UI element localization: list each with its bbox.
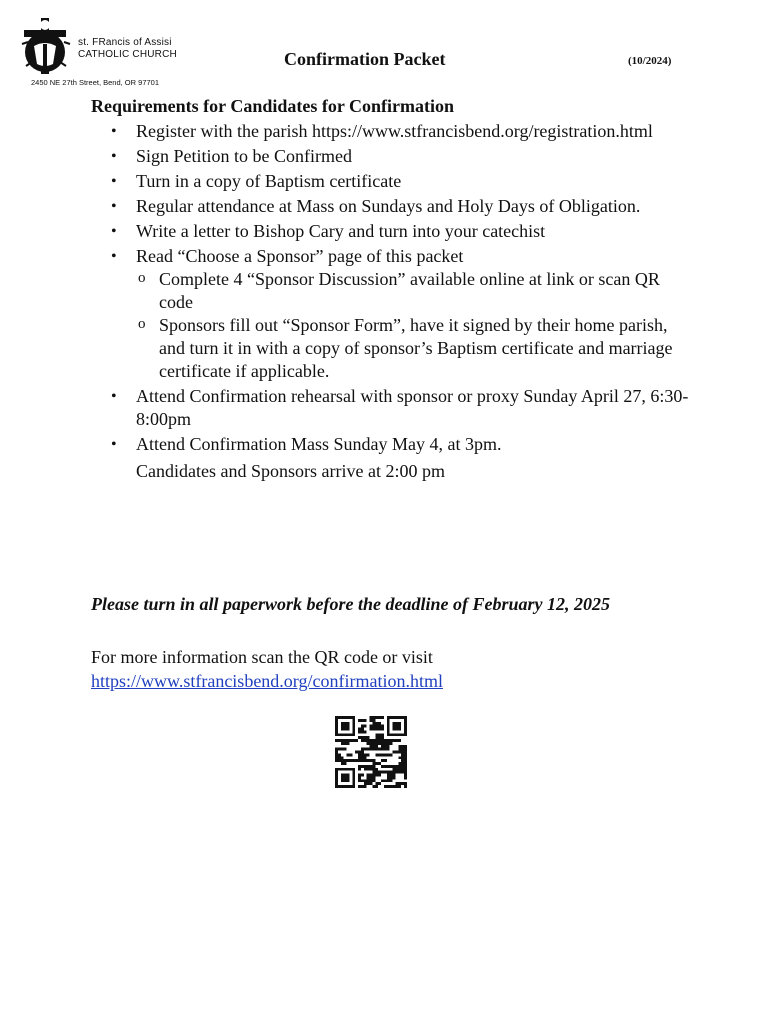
requirement-item: [91, 145, 691, 168]
confirmation-link[interactable]: https://www.stfrancisbend.org/confirmation.html: [91, 671, 443, 691]
requirements-list: [91, 120, 691, 485]
requirement-subitem: o Sponsors fill out “Sponsor Form”, have it signed by their home parish, and turn it in with a copy of sponsor’s Baptism certificate and marriage certificate if applicable.: [136, 314, 691, 383]
deadline-notice: Please turn in all paperwork before the deadline of February 12, 2025: [91, 594, 610, 614]
requirement-text: Write a letter to Bishop Cary and turn into your catechist: [136, 221, 546, 241]
requirement-text: Read “Choose a Sponsor” page of this packet: [136, 246, 464, 266]
requirement-item: [91, 433, 691, 483]
requirement-text: Turn in a copy of Baptism certificate: [136, 171, 402, 191]
logo-line-2: CATHOLIC CHURCH: [78, 49, 177, 60]
logo-address: 2450 NE 27th Street, Bend, OR 97701: [31, 78, 160, 87]
requirement-item: [91, 245, 691, 383]
requirement-item: [91, 170, 691, 193]
requirement-text: Regular attendance at Mass on Sundays and Holy Days of Obligation.: [136, 196, 641, 216]
requirement-item: [91, 385, 691, 431]
more-info-text: For more information scan the QR code or visit: [91, 647, 433, 667]
requirement-item: [91, 195, 691, 218]
cross-figure-logo-icon: [20, 16, 80, 78]
more-info: [91, 645, 443, 693]
revision-date: (10/2024): [628, 55, 672, 67]
requirements-heading: Requirements for Candidates for Confirmation: [91, 96, 454, 116]
logo-line-1: st. FRancis of Assisi: [78, 37, 172, 48]
page-title: Confirmation Packet: [284, 49, 446, 69]
qr-code-icon: [335, 716, 407, 788]
requirement-text: Attend Confirmation rehearsal with sponsor or proxy Sunday April 27, 6:30-8:00pm: [136, 386, 689, 429]
requirement-text: Attend Confirmation Mass Sunday May 4, at 3pm.: [136, 434, 502, 454]
requirement-subitem: o Complete 4 “Sponsor Discussion” available online at link or scan QR code: [136, 268, 691, 314]
requirement-text: Sign Petition to be Confirmed: [136, 146, 352, 166]
requirement-item: [91, 120, 691, 143]
requirement-text: Register with the parish https://www.stfrancisbend.org/registration.html: [136, 121, 653, 141]
requirement-note: Candidates and Sponsors arrive at 2:00 pm: [136, 461, 445, 481]
requirement-item: [91, 220, 691, 243]
requirement-sublist: [136, 268, 691, 383]
